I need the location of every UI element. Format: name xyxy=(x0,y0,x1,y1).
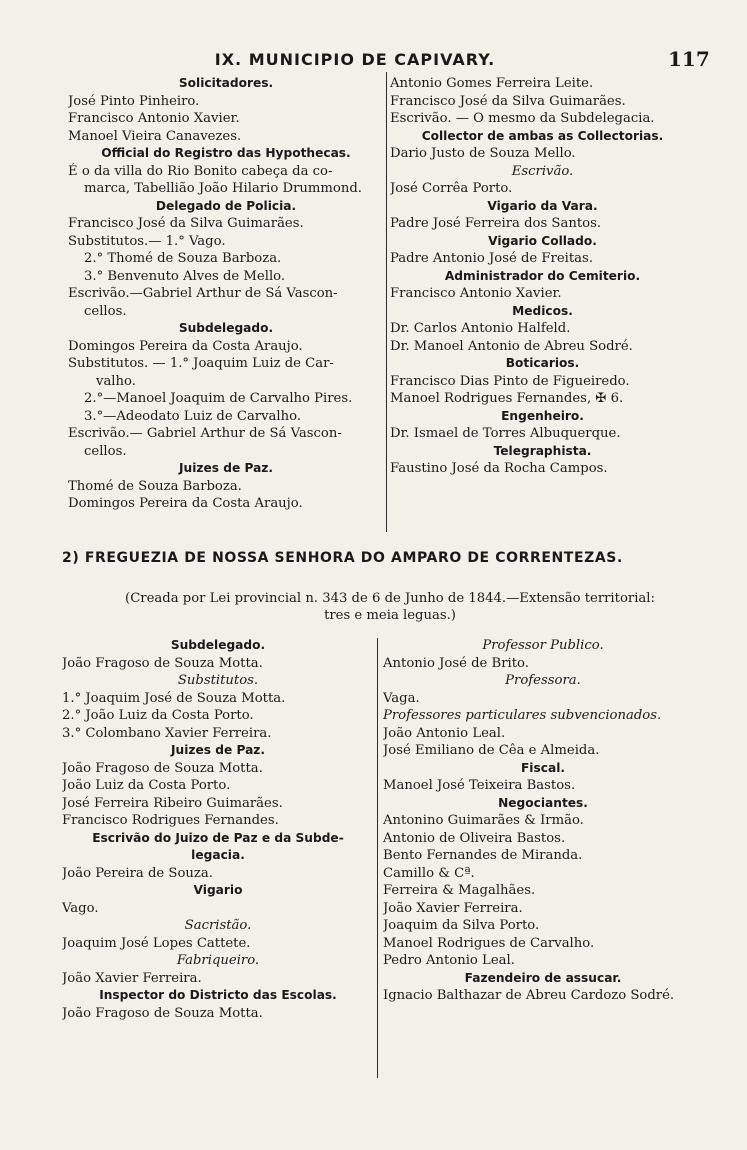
bottom-right-column xyxy=(383,637,703,1005)
section-heading: Vigario Collado. xyxy=(488,233,597,248)
section-heading: Collector de ambas as Collectorias. xyxy=(421,128,664,143)
entry-line: Pedro Antonio Leal. xyxy=(383,953,515,968)
bottom-column-divider xyxy=(377,638,378,1078)
entry-line: José Emiliano de Cêa e Almeida. xyxy=(383,743,600,758)
section-heading: Telegraphista. xyxy=(493,443,592,458)
entry-line: Francisco Antonio Xavier. xyxy=(68,111,240,126)
section-heading: Official do Registro das Hypothecas. xyxy=(101,146,351,160)
entry-line: 2.°—Manoel Joaquim de Carvalho Pires. xyxy=(84,391,353,406)
entry-line: 2.° João Luiz da Costa Porto. xyxy=(62,708,254,723)
section-heading: Fiscal. xyxy=(520,760,565,775)
entry-line: Dr. Ismael de Torres Albuquerque. xyxy=(390,426,621,441)
section-heading: Subdelegado. xyxy=(170,638,266,652)
entry-line: João Pereira de Souza. xyxy=(62,865,213,881)
entry-line: Professores particulares subvencionados. xyxy=(383,708,662,723)
entry-line: marca, Tabellião João Hilario Drummond. xyxy=(84,181,362,196)
entry-line: João Xavier Ferreira. xyxy=(62,970,202,986)
entry-line: Francisco José da Silva Guimarães. xyxy=(390,93,626,109)
section-heading: Medicos. xyxy=(512,303,573,318)
section-heading: Engenheiro. xyxy=(501,408,584,423)
entry-line: 1.° Joaquim José de Souza Motta. xyxy=(62,690,286,706)
entry-line: Francisco Dias Pinto de Figueiredo. xyxy=(390,373,630,389)
entry-line: Bento Fernandes de Miranda. xyxy=(383,848,583,863)
entry-line: 2.° Thomé de Souza Barboza. xyxy=(84,251,282,266)
entry-line: 3.° Colombano Xavier Ferreira. xyxy=(62,725,272,741)
section-heading: Juizes de Paz. xyxy=(178,461,274,475)
top-column-divider xyxy=(386,72,387,532)
entry-line: Camillo & Cª. xyxy=(383,865,475,881)
entry-line: Antonio Gomes Ferreira Leite. xyxy=(390,76,594,91)
entry-line: Francisco José da Silva Guimarães. xyxy=(68,216,304,231)
entry-line: Antonio José de Brito. xyxy=(383,655,529,671)
entry-line: Vago. xyxy=(62,900,99,916)
section-heading: Administrador do Cemiterio. xyxy=(444,268,641,283)
entry-line: Sacristão. xyxy=(184,918,252,933)
entry-line: Joaquim José Lopes Cattete. xyxy=(62,935,251,951)
entry-line: É o da villa do Rio Bonito cabeça da co- xyxy=(68,163,333,179)
entry-line: Manoel Rodrigues de Carvalho. xyxy=(383,935,595,951)
entry-line: José Pinto Pinheiro. xyxy=(68,93,200,109)
entry-line: Francisco Rodrigues Fernandes. xyxy=(62,813,279,828)
page-number: 117 xyxy=(668,47,710,71)
entry-line: José Corrêa Porto. xyxy=(390,181,513,196)
section-note xyxy=(80,590,700,624)
entry-line: Escrivão.—Gabriel Arthur de Sá Vascon- xyxy=(68,286,338,301)
entry-line: João Fragoso de Souza Motta. xyxy=(62,655,263,671)
entry-line: valho. xyxy=(96,373,136,389)
section-heading: Delegado de Policia. xyxy=(155,198,297,213)
entry-line: 3.°—Adeodato Luiz de Carvalho. xyxy=(84,408,302,424)
section-heading: Inspector do Districto das Escolas. xyxy=(99,988,337,1002)
entry-line: Dr. Manoel Antonio de Abreu Sodré. xyxy=(390,338,633,354)
entry-line: Ignacio Balthazar de Abreu Cardozo Sodré. xyxy=(383,988,675,1003)
section-heading: Boticarios. xyxy=(505,356,580,370)
entry-line: Escrivão. xyxy=(511,163,574,179)
entry-line: Joaquim da Silva Porto. xyxy=(383,918,540,933)
entry-line: Antonio de Oliveira Bastos. xyxy=(383,830,566,846)
section-heading: Vigario da Vara. xyxy=(487,198,598,213)
entry-line: Francisco Antonio Xavier. xyxy=(390,286,562,301)
entry-line: Escrivão. — O mesmo da Subdelegacia. xyxy=(390,111,655,126)
entry-line: Faustino José da Rocha Campos. xyxy=(390,461,608,476)
entry-line: João Luiz da Costa Porto. xyxy=(62,778,231,793)
entry-line: Manoel José Teixeira Bastos. xyxy=(383,778,576,793)
entry-line: Manoel Rodrigues Fernandes, ✠ 6. xyxy=(390,391,624,406)
entry-line: Thomé de Souza Barboza. xyxy=(68,478,242,494)
entry-line: Substitutos. — 1.° Joaquim Luiz de Car- xyxy=(68,356,334,371)
entry-line: Antonino Guimarães & Irmão. xyxy=(383,813,584,828)
entry-line: 3.° Benvenuto Alves de Mello. xyxy=(84,268,286,284)
entry-line: Padre Antonio José de Freitas. xyxy=(390,251,594,266)
section-note-line-2: tres e meia leguas.) xyxy=(324,608,456,623)
entry-line: Substitutos.— 1.° Vago. xyxy=(68,233,226,249)
section-heading: Subdelegado. xyxy=(178,321,274,335)
top-right-column xyxy=(390,75,695,478)
entry-line: Domingos Pereira da Costa Araujo. xyxy=(68,496,303,511)
entry-line: Domingos Pereira da Costa Araujo. xyxy=(68,338,303,354)
section-heading: Fazendeiro de assucar. xyxy=(464,970,622,985)
entry-line: Professor Publico. xyxy=(482,638,604,653)
entry-line: José Ferreira Ribeiro Guimarães. xyxy=(62,795,283,811)
entry-line: Dario Justo de Souza Mello. xyxy=(390,146,576,161)
section-heading: Solicitadores. xyxy=(178,76,274,90)
entry-line: Substitutos. xyxy=(177,673,259,688)
entry-line: Dr. Carlos Antonio Halfeld. xyxy=(390,321,571,336)
entry-line: João Fragoso de Souza Motta. xyxy=(62,760,263,776)
entry-line: cellos. xyxy=(84,443,127,459)
section-heading: legacia. xyxy=(191,848,245,862)
section-heading: Vigario xyxy=(193,883,243,897)
section-heading: Negociantes. xyxy=(498,795,588,810)
entry-line: João Xavier Ferreira. xyxy=(383,900,523,916)
entry-line: Ferreira & Magalhães. xyxy=(383,883,536,898)
entry-line: Fabriqueiro. xyxy=(176,953,260,968)
top-left-column xyxy=(68,75,384,513)
section-heading: Juizes de Paz. xyxy=(170,743,266,757)
section-heading: Escrivão do Juizo de Paz e da Subde- xyxy=(92,830,344,845)
entry-line: Escrivão.— Gabriel Arthur de Sá Vascon- xyxy=(68,426,342,441)
bottom-left-column xyxy=(62,637,374,1022)
entry-line: Vaga. xyxy=(383,690,420,706)
page-header-title: IX. MUNICIPIO DE CAPIVARY. xyxy=(214,50,496,69)
entry-line: Padre José Ferreira dos Santos. xyxy=(390,216,602,231)
section-title: 2) FREGUEZIA DE NOSSA SENHORA DO AMPARO DE CORRENTEZAS. xyxy=(62,550,623,566)
section-note-line-1: (Creada por Lei provincial n. 343 de 6 de Junho de 1844.—Extensão territorial: xyxy=(125,591,655,606)
entry-line: João Fragoso de Souza Motta. xyxy=(62,1005,263,1021)
entry-line: Professora. xyxy=(505,673,581,688)
entry-line: Manoel Vieira Canavezes. xyxy=(68,128,242,144)
entry-line: João Antonio Leal. xyxy=(383,725,506,741)
entry-line: cellos. xyxy=(84,303,127,319)
